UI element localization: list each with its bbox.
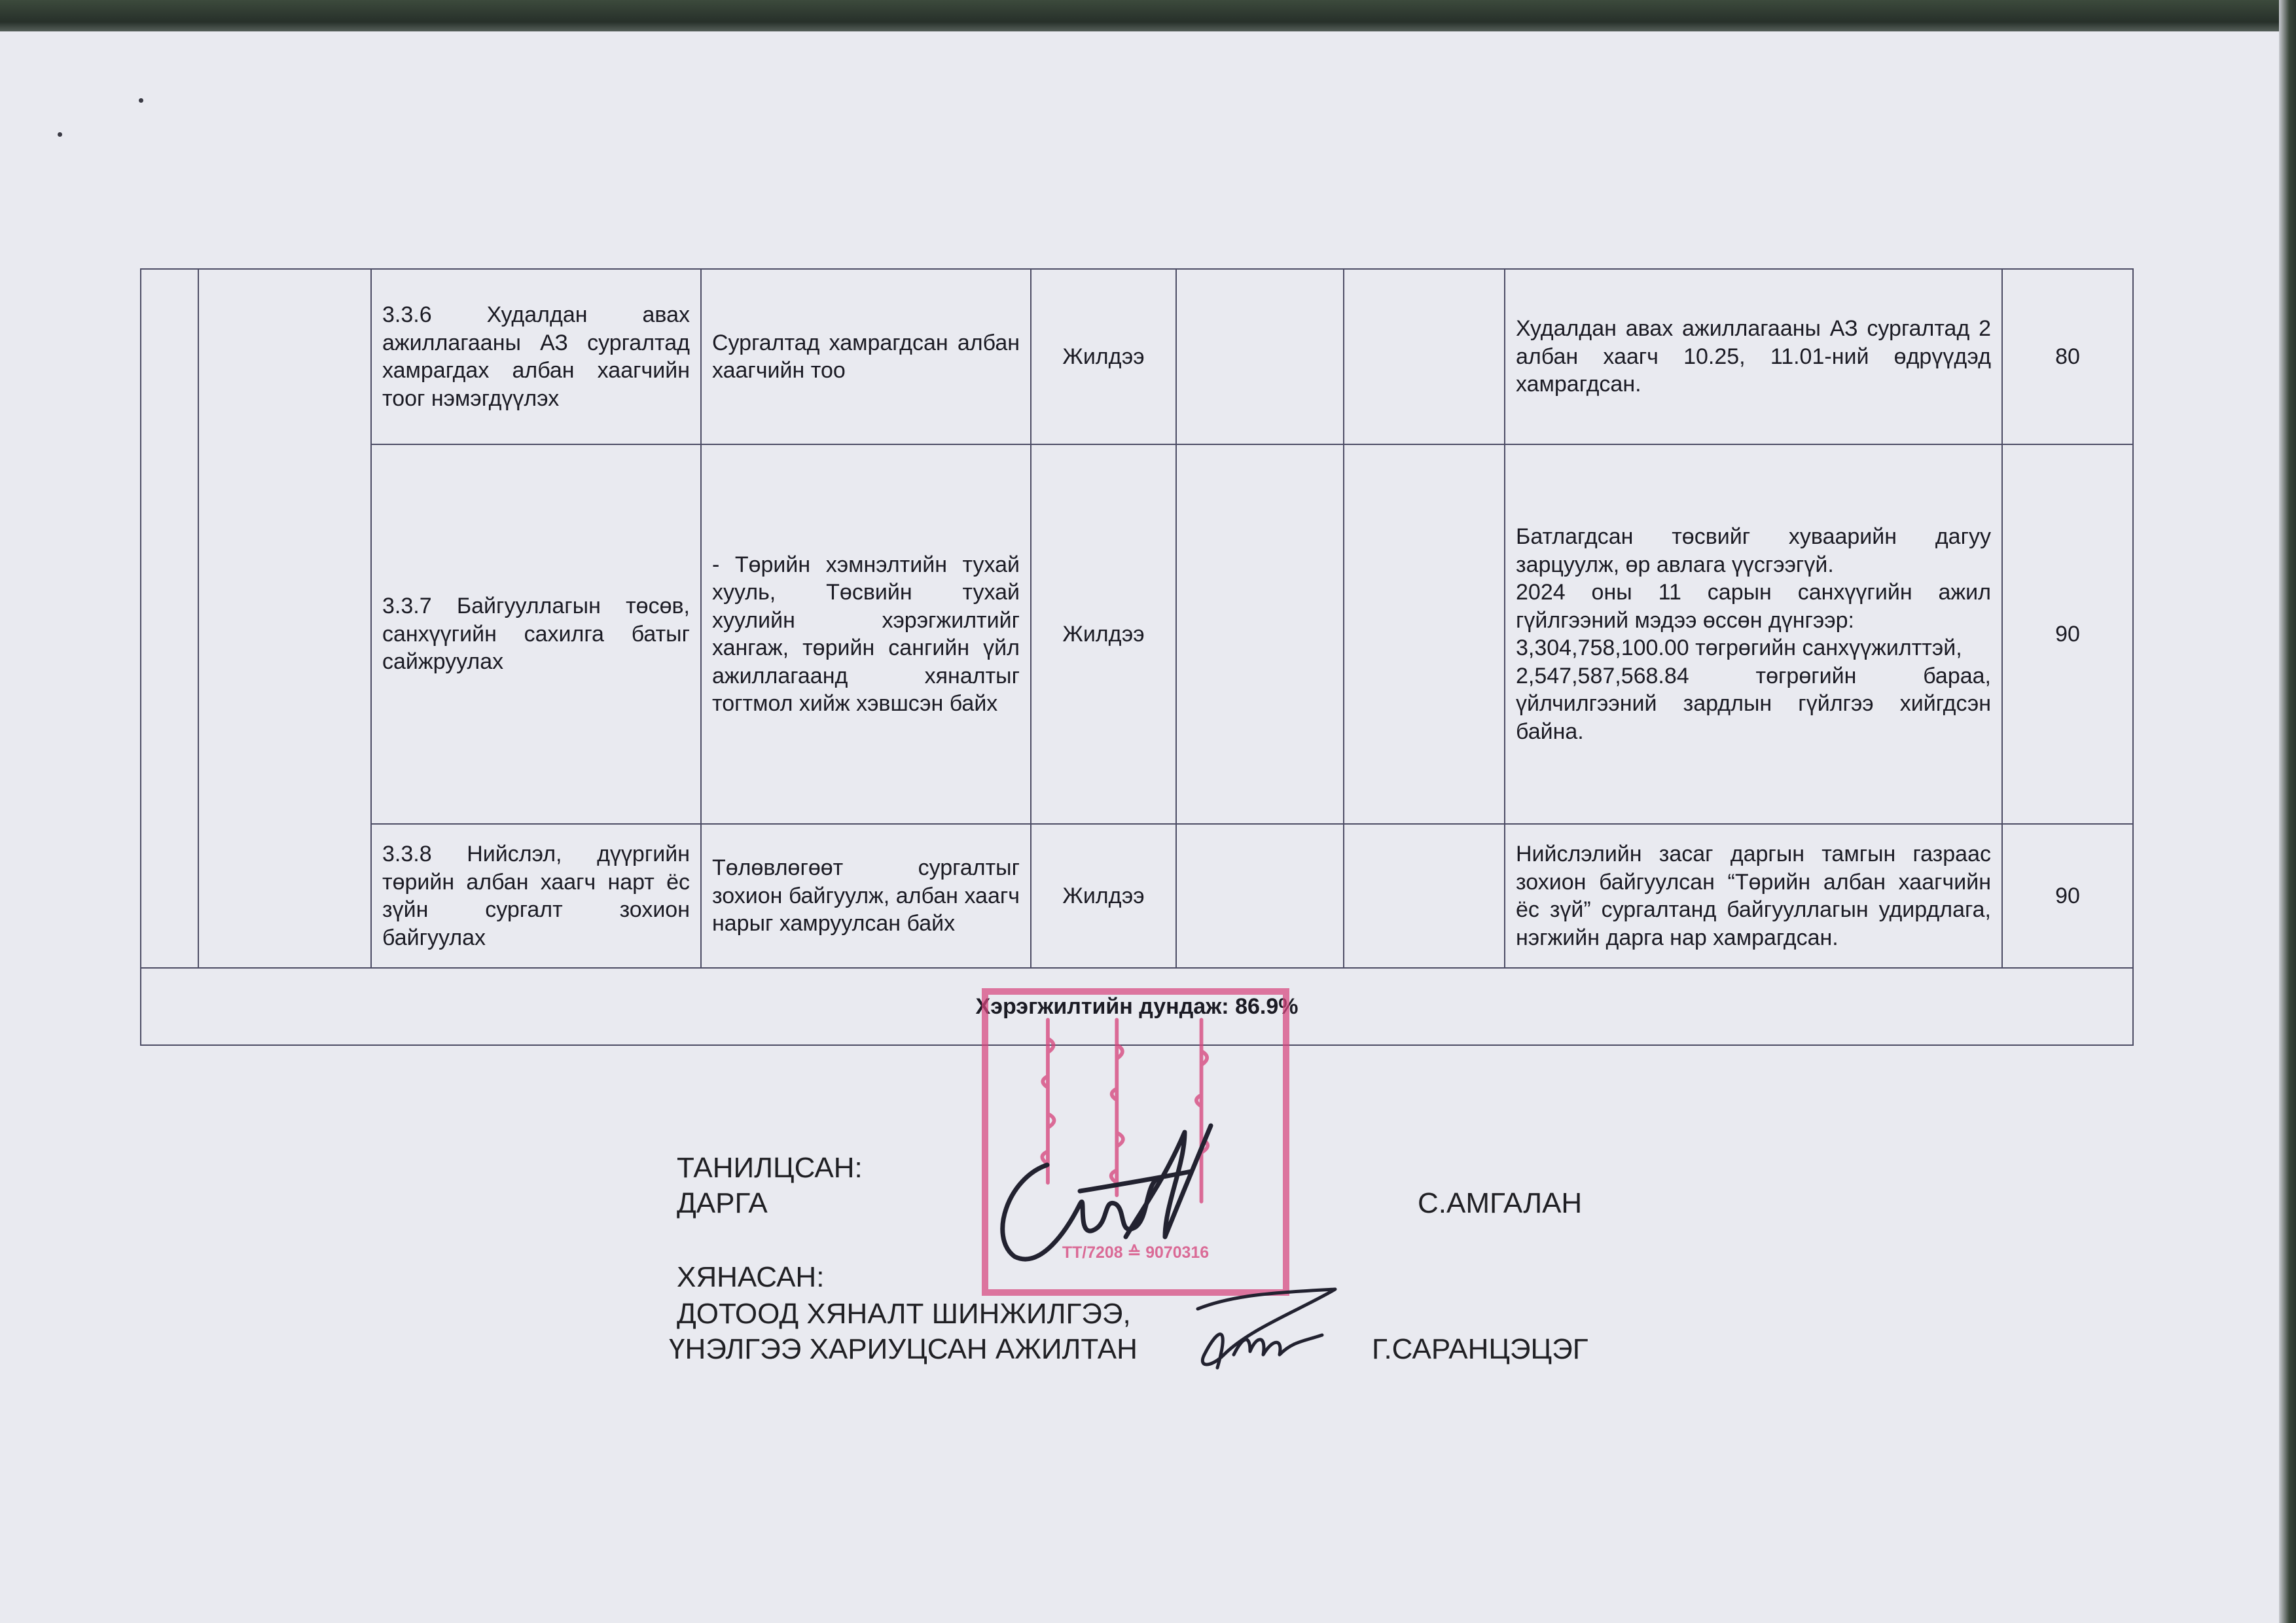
table-row	[141, 444, 2133, 824]
budget-cell	[1176, 269, 1344, 444]
period-cell: Жилдээ	[1031, 444, 1176, 824]
scan-speck	[58, 132, 62, 137]
budget-cell	[1176, 824, 1344, 968]
stamp-number: ТТ/7208 ≙ 9070316	[1062, 1243, 1210, 1262]
reviewer-title-line2: ҮНЭЛГЭЭ ХАРИУЦСАН АЖИЛТАН	[669, 1333, 1138, 1365]
indicator-cell: - Төрийн хэмнэлтийн тухай хууль, Төсвийн тухай хуулийн хэрэгжилтийг хангаж, төрийн сангийн үйл ажиллагаанд хяналтыг тогтмол хийж хэвшсэн байх	[701, 444, 1031, 824]
reviewer-name: Г.САРАНЦЭЦЭГ	[1372, 1333, 1588, 1365]
table-row	[141, 824, 2133, 968]
budget-cell	[1176, 444, 1344, 824]
result-cell	[1505, 444, 2002, 824]
indicator-cell: Төлөвлөгөөт сургалтыг зохион байгуулж, албан хаагч нарыг хамруулсан байх	[701, 824, 1031, 968]
result-line: 2,547,587,568.84 төгрөгийн бараа, үйлчилгээний зардлын гүйлгээ хийгдсэн байна.	[1516, 663, 1991, 744]
head-signature	[969, 1106, 1257, 1283]
scanner-right-edge	[2279, 0, 2296, 1623]
indicator-cell: Сургалтад хамрагдсан албан хаагчийн тоо	[701, 269, 1031, 444]
result-cell: Нийслэлийн засаг даргын тамгын газраас зохион байгуулсан “Төрийн албан хаагчийн ёс зүй” сургалтанд байгууллагын удирдлага, нэгжийн дарга нар хамрагдсан.	[1505, 824, 2002, 968]
result-line: 3,304,758,100.00 төгрөгийн санхүүжилттэй,	[1516, 635, 1962, 660]
acquainted-label: ТАНИЛЦСАН:	[677, 1152, 863, 1184]
score-cell: 90	[2002, 444, 2133, 824]
average-implementation: Хэрэгжилтийн дундаж: 86.9%	[141, 968, 2133, 1045]
period-cell: Жилдээ	[1031, 269, 1176, 444]
score-cell: 90	[2002, 824, 2133, 968]
head-name: С.АМГАЛАН	[1418, 1187, 1583, 1219]
responsible-cell	[1344, 269, 1505, 444]
reviewer-signature	[1172, 1283, 1348, 1381]
period-cell: Жилдээ	[1031, 824, 1176, 968]
evaluation-table	[140, 268, 2134, 1046]
index-cell	[141, 269, 198, 968]
scanner-top-edge	[0, 0, 2296, 31]
activity-cell: 3.3.6 Худалдан авах ажиллагааны АЗ сургалтад хамрагдах албан хаагчийн тоог нэмэгдүүлэх	[371, 269, 701, 444]
activity-cell: 3.3.8 Нийслэл, дүүргийн төрийн албан хаагч нарт ёс зүйн сургалт зохион байгуулах	[371, 824, 701, 968]
result-line: Батлагдсан төсвийг хуваарийн дагуу зарцуулж, өр авлага үүсгээгүй.	[1516, 524, 1991, 577]
scan-speck	[139, 98, 143, 103]
reviewer-title-line1: ДОТООД ХЯНАЛТ ШИНЖИЛГЭЭ,	[677, 1298, 1131, 1330]
responsible-cell	[1344, 444, 1505, 824]
score-cell: 80	[2002, 269, 2133, 444]
activity-cell: 3.3.7 Байгууллагын төсөв, санхүүгийн сахилга батыг сайжруулах	[371, 444, 701, 824]
reviewed-label: ХЯНАСАН:	[677, 1261, 825, 1293]
result-line: 2024 оны 11 сарын санхүүгийн ажил гүйлгээний мэдээ өссөн дүнгээр:	[1516, 580, 1991, 633]
head-title: ДАРГА	[677, 1187, 768, 1219]
result-cell: Худалдан авах ажиллагааны АЗ сургалтад 2 албан хаагч 10.25, 11.01-ний өдрүүдэд хамрагдсан.	[1505, 269, 2002, 444]
table-row	[141, 269, 2133, 444]
goal-cell	[198, 269, 371, 968]
responsible-cell	[1344, 824, 1505, 968]
